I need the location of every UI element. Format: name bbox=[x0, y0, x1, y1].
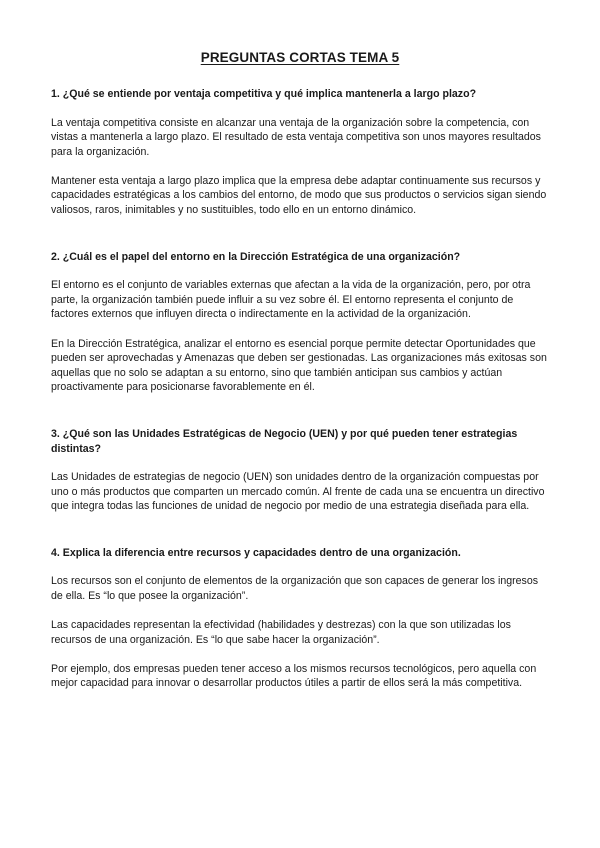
answer-paragraph: En la Dirección Estratégica, analizar el entorno es esencial porque permite detectar Oportunidades que pueden ser aprovechadas y Amenazas que deben ser gestionadas. Las organizaciones más exitosas son aquellas que no solo se adaptan a su entorno, sino que también anticipan sus cambios y actúan proactivamente para posicionarse favorablemente en él. bbox=[51, 337, 547, 394]
answer-paragraph: El entorno es el conjunto de variables externas que afectan a la vida de la organización, pero, por otra parte, la organización también puede influir a su vez sobre él. El entorno representa el conjunto de factores externos que influyen directa o indirectamente en la actividad de la organización. bbox=[51, 279, 531, 321]
question-4 bbox=[51, 546, 549, 691]
answer-paragraph: La ventaja competitiva consiste en alcanzar una ventaja de la organización sobre la competencia, con vistas a mantenerla a largo plazo. El resultado de esta ventaja competitiva son unos mayores resultados para la organización. bbox=[51, 116, 541, 158]
answer-paragraph: Mantener esta ventaja a largo plazo implica que la empresa debe adaptar continuamente sus recursos y capacidades estratégicas a los cambios del entorno, de modo que sus productos o servicios sigan siendo valiosos, raros, inimitables y no sustituibles, todo ello en un entorno dinámico. bbox=[51, 174, 547, 217]
document-title: PREGUNTAS CORTAS TEMA 5 bbox=[200, 50, 400, 65]
question-heading: 4. Explica la diferencia entre recursos y capacidades dentro de una organización. bbox=[51, 546, 461, 559]
answer-paragraph: Por ejemplo, dos empresas pueden tener acceso a los mismos recursos tecnológicos, pero aquella con mejor capacidad para innovar o desarrollar productos útiles a partir de ellos será la más competitiva. bbox=[51, 662, 537, 690]
answer-paragraph: Las capacidades representan la efectividad (habilidades y destrezas) con la que son utilizadas los recursos de una organización. Es “lo que sabe hacer la organización”. bbox=[51, 619, 511, 646]
question-heading: 1. ¿Qué se entiende por ventaja competitiva y qué implica mantenerla a largo plazo? bbox=[51, 88, 477, 100]
question-1 bbox=[51, 87, 549, 218]
question-2 bbox=[51, 250, 549, 395]
answer-paragraph: Las Unidades de estrategias de negocio (UEN) son unidades dentro de la organización compuestas por uno o más productos que comparten un mercado común. Al frente de cada una se encuentra un directivo que integra todas las funciones de unidad de negocio por medio de una estrategia diseñada para ella. bbox=[51, 471, 545, 513]
question-heading: 3. ¿Qué son las Unidades Estratégicas de Negocio (UEN) y por qué pueden tener estrategias distintas? bbox=[51, 427, 518, 455]
answer-paragraph: Los recursos son el conjunto de elementos de la organización que son capaces de generar los ingresos de ella. Es “lo que posee la organización”. bbox=[51, 575, 539, 603]
question-heading: 2. ¿Cuál es el papel del entorno en la Dirección Estratégica de una organización? bbox=[51, 250, 461, 263]
question-3 bbox=[51, 427, 549, 514]
